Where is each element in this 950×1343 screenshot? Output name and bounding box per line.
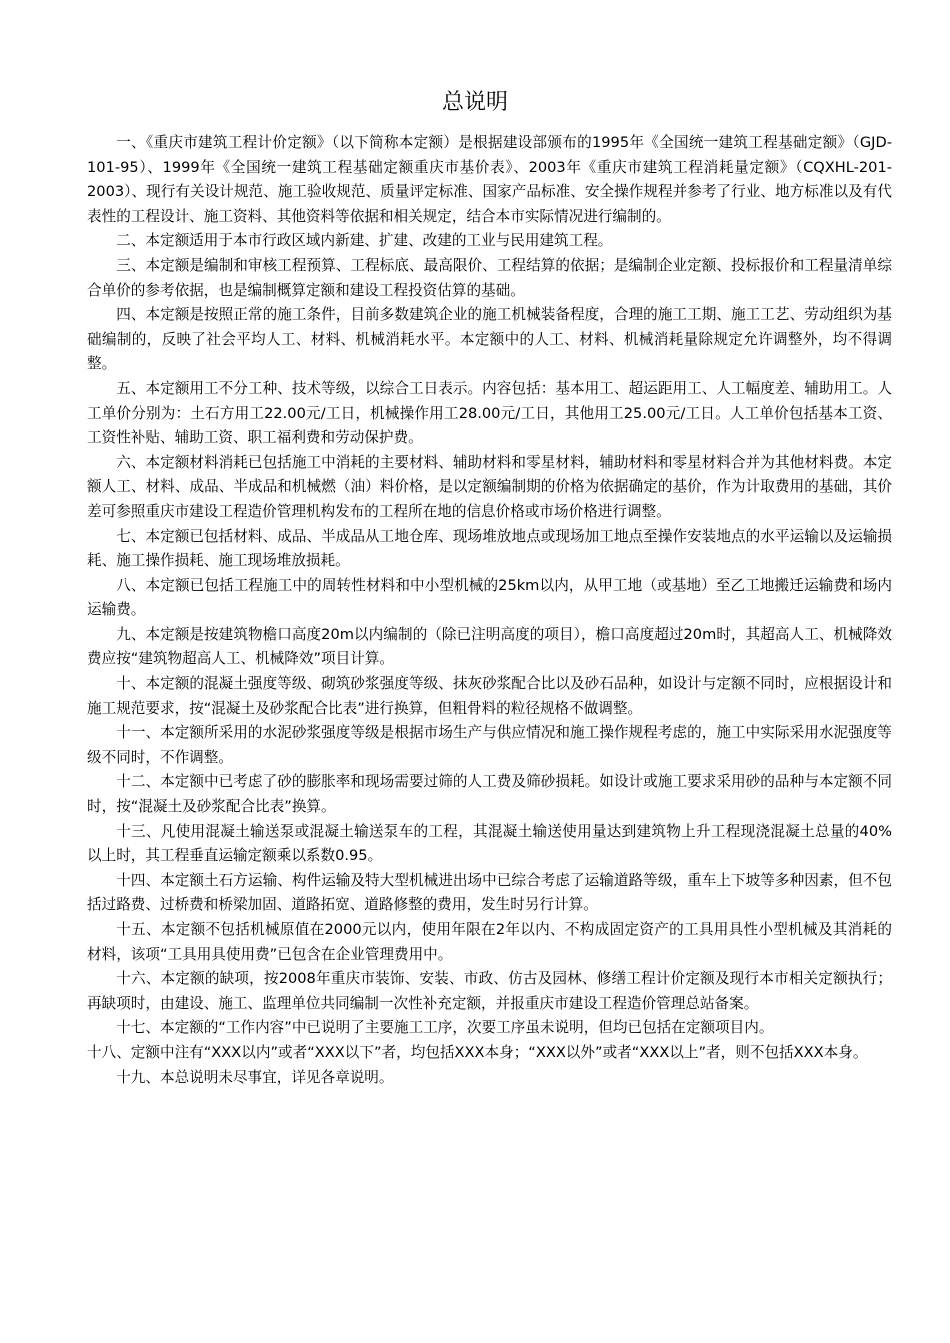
document-body	[87, 131, 892, 1090]
paragraph-1: 一、《重庆市建筑工程计价定额》（以下简称本定额）是根据建设部颁布的1995年《全国统一建筑工程基础定额》（GJD-101-95）、1999年《全国统一建筑工程基础定额重庆市基价表》、2003年《重庆市建筑工程消耗量定额》（CQXHL-201-2003）、现行有关设计规范、施工验收规范、质量评定标准、国家产品标准、安全操作规程并参考了行业、地方标准以及有代表性的工程设计、施工资料、其他资料等依据和相关规定，结合本市实际情况进行编制的。	[87, 134, 892, 225]
paragraph-7: 七、本定额已包括材料、成品、半成品从工地仓库、现场堆放地点或现场加工地点至操作安装地点的水平运输以及运输损耗、施工操作损耗、施工现场堆放损耗。	[87, 527, 892, 570]
paragraph-13: 十三、凡使用混凝土输送泵或混凝土输送泵车的工程，其混凝土输送使用量达到建筑物上升工程现浇混凝土总量的40%以上时，其工程垂直运输定额乘以系数0.95。	[87, 822, 892, 865]
paragraph-12: 十二、本定额中已考虑了砂的膨胀率和现场需要过筛的人工费及筛砂损耗。如设计或施工要求采用砂的品种与本定额不同时，按“混凝土及砂浆配合比表”换算。	[87, 773, 892, 816]
paragraph-15: 十五、本定额不包括机械原值在2000元以内，使用年限在2年以内、不构成固定资产的工具用具性小型机械及其消耗的材料，该项“工具用具使用费”已包含在企业管理费用中。	[87, 921, 892, 963]
paragraph-8: 八、本定额已包括工程施工中的周转性材料和中小型机械的25km以内，从甲工地（或基地）至乙工地搬迁运输费和场内运输费。	[87, 576, 892, 619]
paragraph-18: 十八、定额中注有“XXX以内”或者“XXX以下”者，均包括XXX本身；“XXX以外”或者“XXX以上”者，则不包括XXX本身。	[87, 1043, 868, 1061]
paragraph-19: 十九、本总说明未尽事宜，详见各章说明。	[116, 1068, 394, 1086]
paragraph-14: 十四、本定额土石方运输、构件运输及特大型机械进出场中已综合考虑了运输道路等级，重车上下坡等多种因素，但不包括过路费、过桥费和桥梁加固、道路拓宽、道路修整的费用，发生时另行计算。	[87, 871, 892, 914]
paragraph-2: 二、本定额适用于本市行政区域内新建、扩建、改建的工业与民用建筑工程。	[116, 232, 613, 250]
paragraph-6: 六、本定额材料消耗已包括施工中消耗的主要材料、辅助材料和零星材料，辅助材料和零星材料合并为其他材料费。本定额人工、材料、成品、半成品和机械燃（油）料价格，是以定额编制期的价格为依据确定的基价，作为计取费用的基础，其价差可参照重庆市建设工程造价管理机构发布的工程所在地的信息价格或市场价格进行调整。	[87, 453, 892, 520]
paragraph-17: 十七、本定额的“工作内容”中已说明了主要施工工序，次要工序虽未说明，但均已包括在定额项目内。	[116, 1019, 774, 1037]
paragraph-5: 五、本定额用工不分工种、技术等级，以综合工日表示。内容包括：基本用工、超运距用工、人工幅度差、辅助用工。人工单价分别为：土石方用工22.00元/工日，机械操作用工28.00元/工日，其他用工25.00元/工日。人工单价包括基本工资、工资性补贴、辅助工资、职工福利费和劳动保护费。	[87, 379, 892, 447]
page-title: 总说明	[441, 90, 508, 115]
paragraph-10: 十、本定额的混凝土强度等级、砌筑砂浆强度等级、抹灰砂浆配合比以及砂石品种，如设计与定额不同时，应根据设计和施工规范要求，按“混凝土及砂浆配合比表”进行换算，但粗骨料的粒径规格不做调整。	[87, 675, 892, 717]
paragraph-3: 三、本定额是编制和审核工程预算、工程标底、最高限价、工程结算的依据；是编制企业定额、投标报价和工程量清单综合单价的参考依据，也是编制概算定额和建设工程投资估算的基础。	[87, 256, 892, 299]
paragraph-4: 四、本定额是按照正常的施工条件，目前多数建筑企业的施工机械装备程度，合理的施工工期、施工工艺、劳动组织为基础编制的，反映了社会平均人工、材料、机械消耗水平。本定额中的人工、材料、机械消耗量除规定允许调整外，均不得调整。	[87, 306, 892, 373]
paragraph-9: 九、本定额是按建筑物檐口高度20m以内编制的（除已注明高度的项目），檐口高度超过20m时，其超高人工、机械降效费应按“建筑物超高人工、机械降效”项目计算。	[87, 625, 892, 668]
paragraph-11: 十一、本定额所采用的水泥砂浆强度等级是根据市场生产与供应情况和施工操作规程考虑的，施工中实际采用水泥强度等级不同时，不作调整。	[87, 724, 892, 766]
paragraph-16: 十六、本定额的缺项，按2008年重庆市装饰、安装、市政、仿古及园林、修缮工程计价定额及现行本市相关定额执行；再缺项时，由建设、施工、监理单位共同编制一次性补充定额，并报重庆市建设工程造价管理总站备案。	[87, 970, 892, 1012]
